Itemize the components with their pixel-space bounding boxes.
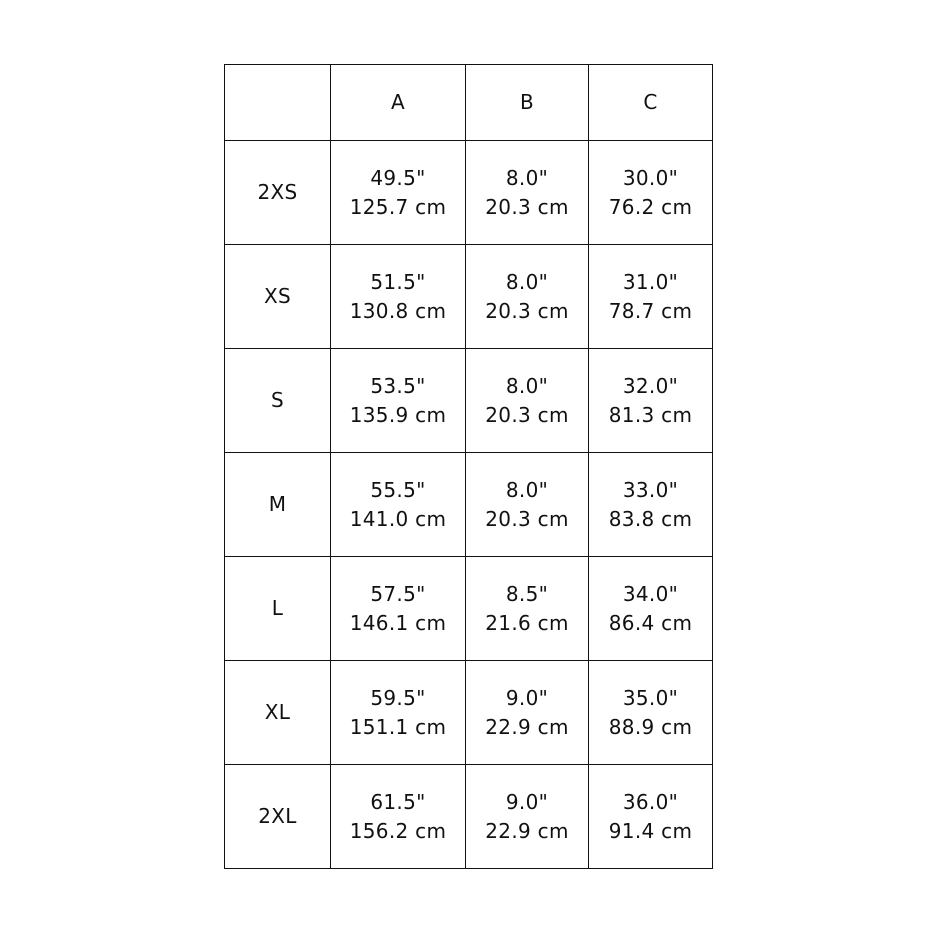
inch-value: 51.5" xyxy=(370,269,426,294)
table-body xyxy=(225,141,713,869)
size-label-cell: L xyxy=(225,557,331,661)
measurement-cell-b xyxy=(466,661,589,765)
cm-value: 20.3 cm xyxy=(485,506,569,531)
cm-value: 21.6 cm xyxy=(485,610,569,635)
cm-value: 81.3 cm xyxy=(608,402,693,427)
cm-value: 88.9 cm xyxy=(608,714,693,739)
cm-value: 20.3 cm xyxy=(485,194,569,219)
measurement-cell-a xyxy=(331,141,466,245)
cm-value: 76.2 cm xyxy=(608,194,693,219)
measurement-cell-b xyxy=(466,245,589,349)
measurement-cell-a xyxy=(331,661,466,765)
inch-value: 33.0" xyxy=(622,477,679,502)
header-corner-cell xyxy=(225,65,331,141)
measurement-cell-c xyxy=(589,245,713,349)
cm-value: 22.9 cm xyxy=(485,714,569,739)
cm-value: 146.1 cm xyxy=(349,610,447,635)
header-column-b: B xyxy=(466,65,589,141)
cm-value: 151.1 cm xyxy=(349,714,447,739)
table-row xyxy=(225,557,713,661)
cm-value: 78.7 cm xyxy=(608,298,693,323)
cm-value: 125.7 cm xyxy=(349,194,447,219)
header-column-c: C xyxy=(589,65,713,141)
size-label-cell: M xyxy=(225,453,331,557)
inch-value: 55.5" xyxy=(370,477,426,502)
measurement-cell-a xyxy=(331,557,466,661)
measurement-cell-a xyxy=(331,245,466,349)
table-row xyxy=(225,661,713,765)
inch-value: 31.0" xyxy=(622,269,679,294)
cm-value: 20.3 cm xyxy=(485,402,569,427)
inch-value: 30.0" xyxy=(622,165,679,190)
cm-value: 130.8 cm xyxy=(349,298,447,323)
inch-value: 34.0" xyxy=(622,581,679,606)
cm-value: 22.9 cm xyxy=(485,818,569,843)
size-label-cell: XS xyxy=(225,245,331,349)
header-column-a: A xyxy=(331,65,466,141)
size-label-cell: 2XS xyxy=(225,141,331,245)
inch-value: 59.5" xyxy=(370,685,426,710)
measurement-cell-c xyxy=(589,141,713,245)
cm-value: 20.3 cm xyxy=(485,298,569,323)
measurement-cell-b xyxy=(466,557,589,661)
measurement-cell-b xyxy=(466,141,589,245)
size-label-cell: XL xyxy=(225,661,331,765)
measurement-cell-a xyxy=(331,765,466,869)
measurement-cell-a xyxy=(331,453,466,557)
inch-value: 8.0" xyxy=(505,373,549,398)
measurement-cell-c xyxy=(589,349,713,453)
table-row xyxy=(225,765,713,869)
table-row xyxy=(225,349,713,453)
table-row xyxy=(225,245,713,349)
measurement-cell-c xyxy=(589,661,713,765)
inch-value: 61.5" xyxy=(370,789,426,814)
size-chart-table xyxy=(224,64,713,869)
cm-value: 135.9 cm xyxy=(349,402,447,427)
table-row xyxy=(225,453,713,557)
measurement-cell-c xyxy=(589,557,713,661)
measurement-cell-c xyxy=(589,765,713,869)
inch-value: 9.0" xyxy=(505,789,549,814)
measurement-cell-c xyxy=(589,453,713,557)
inch-value: 53.5" xyxy=(370,373,426,398)
inch-value: 36.0" xyxy=(622,789,679,814)
inch-value: 35.0" xyxy=(622,685,679,710)
inch-value: 9.0" xyxy=(505,685,549,710)
measurement-cell-b xyxy=(466,349,589,453)
cm-value: 91.4 cm xyxy=(608,818,693,843)
size-label-cell: 2XL xyxy=(225,765,331,869)
cm-value: 86.4 cm xyxy=(608,610,693,635)
inch-value: 8.0" xyxy=(505,269,549,294)
inch-value: 8.5" xyxy=(505,581,549,606)
header-row xyxy=(225,65,713,141)
cm-value: 83.8 cm xyxy=(608,506,693,531)
cm-value: 141.0 cm xyxy=(349,506,447,531)
inch-value: 57.5" xyxy=(370,581,426,606)
table-row xyxy=(225,141,713,245)
inch-value: 8.0" xyxy=(505,477,549,502)
inch-value: 32.0" xyxy=(622,373,679,398)
cm-value: 156.2 cm xyxy=(349,818,447,843)
measurement-cell-a xyxy=(331,349,466,453)
inch-value: 8.0" xyxy=(505,165,549,190)
measurement-cell-b xyxy=(466,453,589,557)
inch-value: 49.5" xyxy=(370,165,426,190)
size-label-cell: S xyxy=(225,349,331,453)
measurement-cell-b xyxy=(466,765,589,869)
